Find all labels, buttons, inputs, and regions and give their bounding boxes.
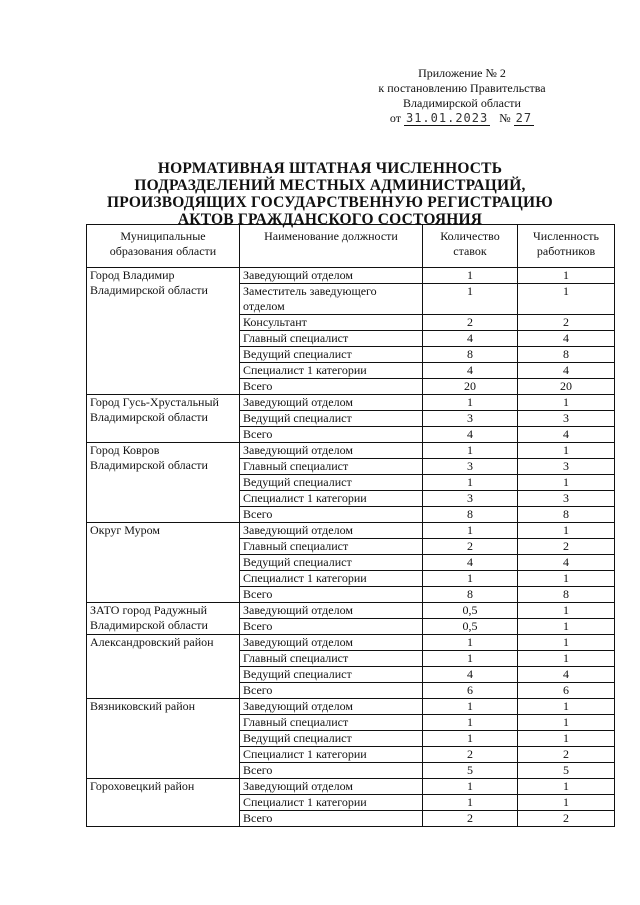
header-municipality: Муниципальные образования области xyxy=(87,225,240,268)
title-line-1: НОРМАТИВНАЯ ШТАТНАЯ ЧИСЛЕННОСТЬ xyxy=(157,160,503,177)
appendix-number: Приложение № 2 xyxy=(418,66,506,80)
workers-cell: 3 xyxy=(518,491,615,507)
position-cell: Заведующий отделом xyxy=(240,699,423,715)
municipality-cell: Александровский район xyxy=(87,635,240,699)
position-cell: Ведущий специалист xyxy=(240,667,423,683)
rates-cell: 1 xyxy=(423,268,518,284)
rates-cell: 4 xyxy=(423,555,518,571)
rates-cell: 1 xyxy=(423,795,518,811)
rates-cell: 6 xyxy=(423,683,518,699)
position-cell: Специалист 1 категории xyxy=(240,491,423,507)
appendix-header xyxy=(342,66,582,126)
rates-cell: 1 xyxy=(423,284,518,315)
rates-cell: 1 xyxy=(423,443,518,459)
position-cell: Заведующий отделом xyxy=(240,395,423,411)
table-row xyxy=(87,268,615,284)
workers-cell: 3 xyxy=(518,411,615,427)
workers-cell: 8 xyxy=(518,587,615,603)
position-cell: Всего xyxy=(240,507,423,523)
municipality-cell: Вязниковский район xyxy=(87,699,240,779)
table-row xyxy=(87,699,615,715)
rates-cell: 8 xyxy=(423,507,518,523)
position-cell: Всего xyxy=(240,683,423,699)
position-cell: Заведующий отделом xyxy=(240,635,423,651)
workers-cell: 3 xyxy=(518,459,615,475)
number-prefix: № xyxy=(499,111,511,125)
rates-cell: 8 xyxy=(423,587,518,603)
workers-cell: 4 xyxy=(518,363,615,379)
rates-cell: 3 xyxy=(423,459,518,475)
date-prefix: от xyxy=(389,111,401,125)
rates-cell: 0,5 xyxy=(423,619,518,635)
position-cell: Заведующий отделом xyxy=(240,523,423,539)
rates-cell: 8 xyxy=(423,347,518,363)
rates-cell: 1 xyxy=(423,395,518,411)
municipality-cell: ЗАТО город Радужный Владимирской области xyxy=(87,603,240,635)
position-cell: Ведущий специалист xyxy=(240,555,423,571)
position-cell: Заведующий отделом xyxy=(240,443,423,459)
rates-cell: 3 xyxy=(423,491,518,507)
workers-cell: 1 xyxy=(518,699,615,715)
position-cell: Заместитель заведующего отделом xyxy=(240,284,423,315)
municipality-cell: Гороховецкий район xyxy=(87,779,240,827)
position-cell: Всего xyxy=(240,379,423,395)
position-cell: Всего xyxy=(240,763,423,779)
workers-cell: 1 xyxy=(518,603,615,619)
workers-cell: 2 xyxy=(518,747,615,763)
position-cell: Специалист 1 категории xyxy=(240,795,423,811)
table-row xyxy=(87,523,615,539)
workers-cell: 1 xyxy=(518,715,615,731)
workers-cell: 4 xyxy=(518,667,615,683)
appendix-date-line xyxy=(342,111,582,126)
workers-cell: 1 xyxy=(518,395,615,411)
workers-cell: 1 xyxy=(518,651,615,667)
rates-cell: 1 xyxy=(423,779,518,795)
workers-cell: 2 xyxy=(518,315,615,331)
workers-cell: 8 xyxy=(518,347,615,363)
rates-cell: 4 xyxy=(423,363,518,379)
rates-cell: 1 xyxy=(423,715,518,731)
header-workers: Численность работников xyxy=(518,225,615,268)
rates-cell: 2 xyxy=(423,747,518,763)
appendix-resolution: к постановлению Правительства xyxy=(378,81,546,95)
workers-cell: 2 xyxy=(518,539,615,555)
position-cell: Ведущий специалист xyxy=(240,411,423,427)
position-cell: Консультант xyxy=(240,315,423,331)
title-line-4: АКТОВ ГРАЖДАНСКОГО СОСТОЯНИЯ xyxy=(177,211,483,228)
workers-cell: 4 xyxy=(518,427,615,443)
position-cell: Заведующий отделом xyxy=(240,779,423,795)
municipality-cell: Город Гусь-Хрустальный Владимирской области xyxy=(87,395,240,443)
workers-cell: 1 xyxy=(518,619,615,635)
position-cell: Ведущий специалист xyxy=(240,347,423,363)
workers-cell: 1 xyxy=(518,635,615,651)
rates-cell: 4 xyxy=(423,427,518,443)
position-cell: Главный специалист xyxy=(240,715,423,731)
number-value: 27 xyxy=(515,111,533,125)
table-row xyxy=(87,635,615,651)
municipality-cell: Город Ковров Владимирской области xyxy=(87,443,240,523)
position-cell: Ведущий специалист xyxy=(240,731,423,747)
title-line-2: ПОДРАЗДЕЛЕНИЙ МЕСТНЫХ АДМИНИСТРАЦИЙ, xyxy=(134,177,526,194)
table-row xyxy=(87,443,615,459)
rates-cell: 1 xyxy=(423,523,518,539)
table-body xyxy=(87,268,615,827)
rates-cell: 2 xyxy=(423,315,518,331)
workers-cell: 5 xyxy=(518,763,615,779)
position-cell: Всего xyxy=(240,587,423,603)
rates-cell: 1 xyxy=(423,699,518,715)
rates-cell: 1 xyxy=(423,651,518,667)
table-row xyxy=(87,779,615,795)
workers-cell: 2 xyxy=(518,811,615,827)
document-title xyxy=(60,160,600,228)
position-cell: Главный специалист xyxy=(240,459,423,475)
date-value: 31.01.2023 xyxy=(405,111,489,125)
workers-cell: 8 xyxy=(518,507,615,523)
rates-cell: 1 xyxy=(423,571,518,587)
header-rates: Количество ставок xyxy=(423,225,518,268)
position-cell: Всего xyxy=(240,619,423,635)
position-cell: Специалист 1 категории xyxy=(240,363,423,379)
title-line-3: ПРОИЗВОДЯЩИХ ГОСУДАРСТВЕННУЮ РЕГИСТРАЦИЮ xyxy=(107,194,553,211)
rates-cell: 2 xyxy=(423,811,518,827)
position-cell: Специалист 1 категории xyxy=(240,747,423,763)
header-position: Наименование должности xyxy=(240,225,423,268)
position-cell: Специалист 1 категории xyxy=(240,571,423,587)
workers-cell: 1 xyxy=(518,795,615,811)
position-cell: Главный специалист xyxy=(240,539,423,555)
workers-cell: 4 xyxy=(518,555,615,571)
workers-cell: 1 xyxy=(518,443,615,459)
workers-cell: 1 xyxy=(518,731,615,747)
rates-cell: 5 xyxy=(423,763,518,779)
position-cell: Главный специалист xyxy=(240,331,423,347)
table-row xyxy=(87,603,615,619)
rates-cell: 4 xyxy=(423,667,518,683)
position-cell: Заведующий отделом xyxy=(240,603,423,619)
position-cell: Главный специалист xyxy=(240,651,423,667)
table-row xyxy=(87,395,615,411)
position-cell: Ведущий специалист xyxy=(240,475,423,491)
workers-cell: 1 xyxy=(518,268,615,284)
workers-cell: 1 xyxy=(518,284,615,315)
rates-cell: 0,5 xyxy=(423,603,518,619)
workers-cell: 1 xyxy=(518,475,615,491)
rates-cell: 4 xyxy=(423,331,518,347)
staffing-table xyxy=(86,224,615,827)
municipality-cell: Город Владимир Владимирской области xyxy=(87,268,240,395)
workers-cell: 20 xyxy=(518,379,615,395)
table-header-row xyxy=(87,225,615,268)
rates-cell: 20 xyxy=(423,379,518,395)
position-cell: Всего xyxy=(240,811,423,827)
workers-cell: 1 xyxy=(518,571,615,587)
position-cell: Всего xyxy=(240,427,423,443)
workers-cell: 1 xyxy=(518,779,615,795)
rates-cell: 2 xyxy=(423,539,518,555)
position-cell: Заведующий отделом xyxy=(240,268,423,284)
rates-cell: 1 xyxy=(423,475,518,491)
rates-cell: 1 xyxy=(423,635,518,651)
rates-cell: 3 xyxy=(423,411,518,427)
workers-cell: 1 xyxy=(518,523,615,539)
rates-cell: 1 xyxy=(423,731,518,747)
appendix-region: Владимирской области xyxy=(403,96,521,110)
workers-cell: 6 xyxy=(518,683,615,699)
municipality-cell: Округ Муром xyxy=(87,523,240,603)
workers-cell: 4 xyxy=(518,331,615,347)
